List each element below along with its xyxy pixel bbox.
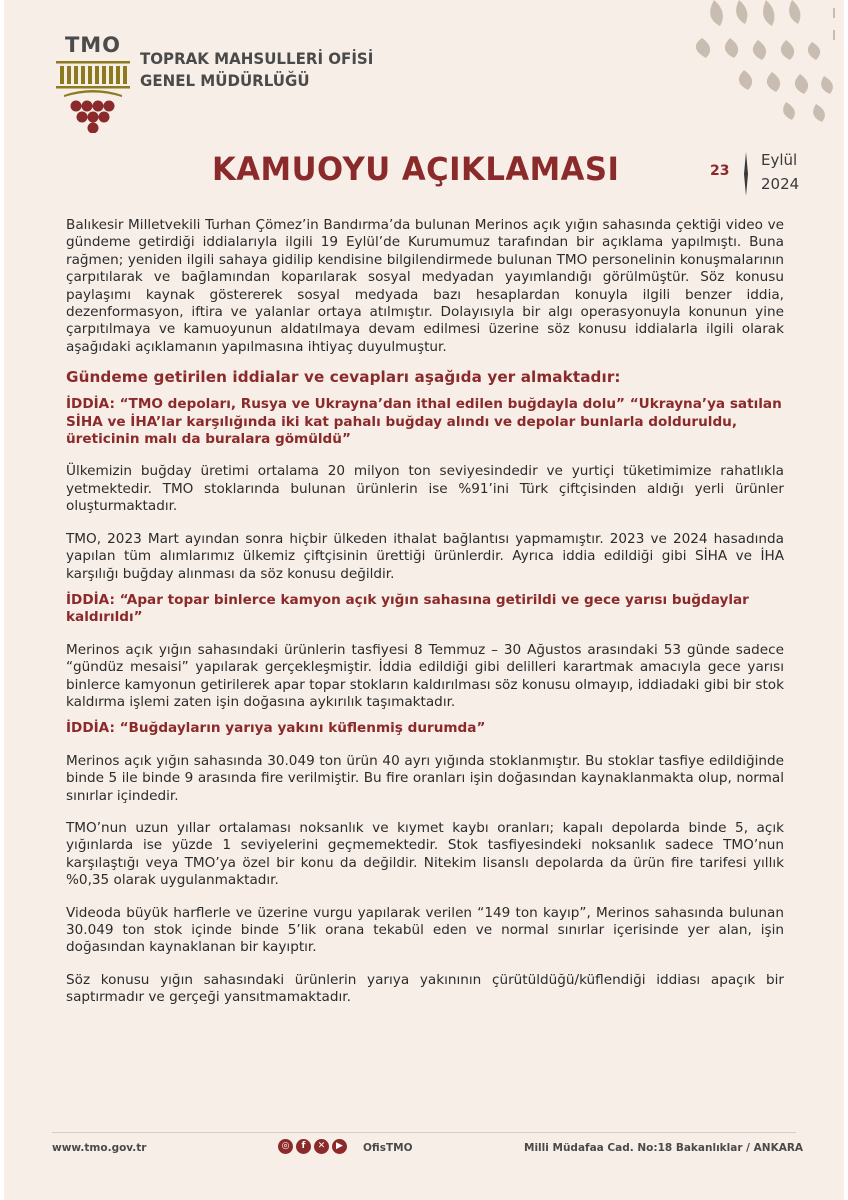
logo-emblem-icon xyxy=(56,33,130,133)
date-separator-icon xyxy=(741,152,751,196)
claim-heading-1: İDDİA: “TMO depoları, Rusya ve Ukrayna’dan ithal edilen buğdayla dolu” “Ukrayna’ya satılan SİHA ve İHA’lar karşılığında iki kat pahalı buğday alındı ve depolar bunlarla dolduruldu, üreticinin malı da buralara gömüldü” xyxy=(66,396,782,448)
organization-name xyxy=(140,48,373,92)
footer-social-icons xyxy=(278,1139,347,1154)
x-icon[interactable]: ✕ xyxy=(314,1139,329,1154)
answer-paragraph-3-2: TMO’nun uzun yıllar ortalaması noksanlık ve kıymet kaybı oranları; kapalı depolarda binde 5, açık yığınlarda ise yüzde 1 seviyelerini geçmemektedir. Stok tasfiyesindeki noksanlık sadece TMO’nun karşılaştığı veya TMO’ya özel bir konu da değildir. Nitekim lisanslı depolarda da ürün fire tarifesi yıllık %0,35 olarak uygulanmaktadır. xyxy=(66,819,784,889)
date-month: Eylül xyxy=(761,151,798,169)
organization-name-line1: TOPRAK MAHSULLERİ OFİSİ xyxy=(140,49,374,68)
date-year: 2024 xyxy=(761,175,800,193)
release-body xyxy=(66,217,784,1007)
answer-paragraph-1-1: Ülkemizin buğday üretimi ortalama 20 milyon ton seviyesindedir ve yurtiçi tüketimimize rahatlıkla yetmektedir. TMO stoklarında bulunan ürünlerin ise %91’ini Türk çiftçisinden aldığı yerli ürünler oluşturmaktadır. xyxy=(66,463,784,515)
footer-social-handle: OfisTMO xyxy=(363,1142,413,1154)
facebook-icon[interactable]: f xyxy=(296,1139,311,1154)
press-release-page xyxy=(4,0,844,1200)
page-title: KAMUOYU AÇIKLAMASI xyxy=(212,150,620,188)
logo-text: TMO xyxy=(64,33,122,57)
footer-website-link[interactable]: www.tmo.gov.tr xyxy=(52,1142,147,1154)
claim-heading-3: İDDİA: “Buğdayların yarıya yakını küflenmiş durumda” xyxy=(66,720,486,737)
answer-paragraph-1-2: TMO, 2023 Mart ayından sonra hiçbir ülkeden ithalat bağlantısı yapmamıştır. 2023 ve 2024 hasadında yapılan tüm alımlarımız ülkemiz çiftçisinin ürettiği ürünlerdir. Ayrıca iddia edildiği gibi SİHA ve İHA karşılığı buğday alınması da söz konusu değildir. xyxy=(66,530,784,582)
organization-name-line2: GENEL MÜDÜRLÜĞÜ xyxy=(140,71,310,90)
answer-paragraph-2-1: Merinos açık yığın sahasındaki ürünlerin tasfiyesi 8 Temmuz – 30 Ağustos arasındaki 53 günde sadece “gündüz mesaisi” yapılarak gerçekleşmiştir. İddia edildiği gibi delilleri karartmak amacıyla gece yarısı binlerce kamyonun getirilerek apar topar stokların kaldırılması söz konusu olmayıp, iddiadaki gibi bir stok kaldırma işlemi zaten işin doğasına aykırılık taşımaktadır. xyxy=(66,641,784,710)
answer-paragraph-3-1: Merinos açık yığın sahasında 30.049 ton ürün 40 ayrı yığında stoklanmıştır. Bu stoklar tasfiye edildiğinde binde 5 ile binde 9 arasında fire verilmiştir. Bu fire oranları işin doğasından kaynaklanmakta olup, normal sınırlar içindedir. xyxy=(66,752,784,804)
footer-address: Milli Müdafaa Cad. No:18 Bakanlıklar / ANKARA xyxy=(524,1142,804,1154)
wheat-decoration-icon xyxy=(684,0,844,130)
intro-paragraph: Balıkesir Milletvekili Turhan Çömez’in Bandırma’da bulunan Merinos açık yığın sahasında çektiği video ve gündeme getirdiği iddialarıyla ilgili 19 Eylül’de Kurumumuz tarafından bir açıklama yapılmıştı. Buna rağmen; yeniden ilgili sahaya gidilip kendisine bilgilendirmede bulunan TMO personelinin konuşmalarının çarpıtılarak ve bağlamından koparılarak sosyal medyadan yayımlandığı görülmüştür. Söz konusu paylaşımı kaynak göstererek sosyal medyada bazı hesaplardan konuyla ilgili benzer iddia, dezenformasyon, iftira ve yalanlar ortaya atılmıştır. Dolayısıyla bir algı operasyonuyla konunun yine çarpıtılmaya ve kamuoyunun aldatılmaya devam edilmesi üzerine söz konusu iddialarla ilgili olarak aşağıdaki açıklamanın yapılmasına ihtiyaç duyulmuştur. xyxy=(66,217,784,355)
footer-divider xyxy=(52,1132,796,1133)
section-heading: Gündeme getirilen iddialar ve cevapları aşağıda yer almaktadır: xyxy=(66,368,621,387)
instagram-icon[interactable]: ◎ xyxy=(278,1139,293,1154)
answer-paragraph-3-4: Söz konusu yığın sahasındaki ürünlerin yarıya yakınının çürütüldüğü/küflendiği iddiası apaçık bir saptırmadır ve gerçeği yansıtmamaktadır. xyxy=(66,971,784,1006)
date-day: 23 xyxy=(710,163,730,179)
youtube-icon[interactable]: ▶ xyxy=(332,1139,347,1154)
claim-heading-2: İDDİA: “Apar topar binlerce kamyon açık yığın sahasına getirildi ve gece yarısı buğdaylar kaldırıldı” xyxy=(66,591,749,626)
answer-paragraph-3-3: Videoda büyük harflerle ve üzerine vurgu yapılarak verilen “149 ton kayıp”, Merinos sahasında bulunan 30.049 ton stok içinde binde 5’lik orana tekabül eden ve normal sınırlar içerisinde yer alan, işin doğasından kaynaklanan bir kayıptır. xyxy=(66,904,784,956)
